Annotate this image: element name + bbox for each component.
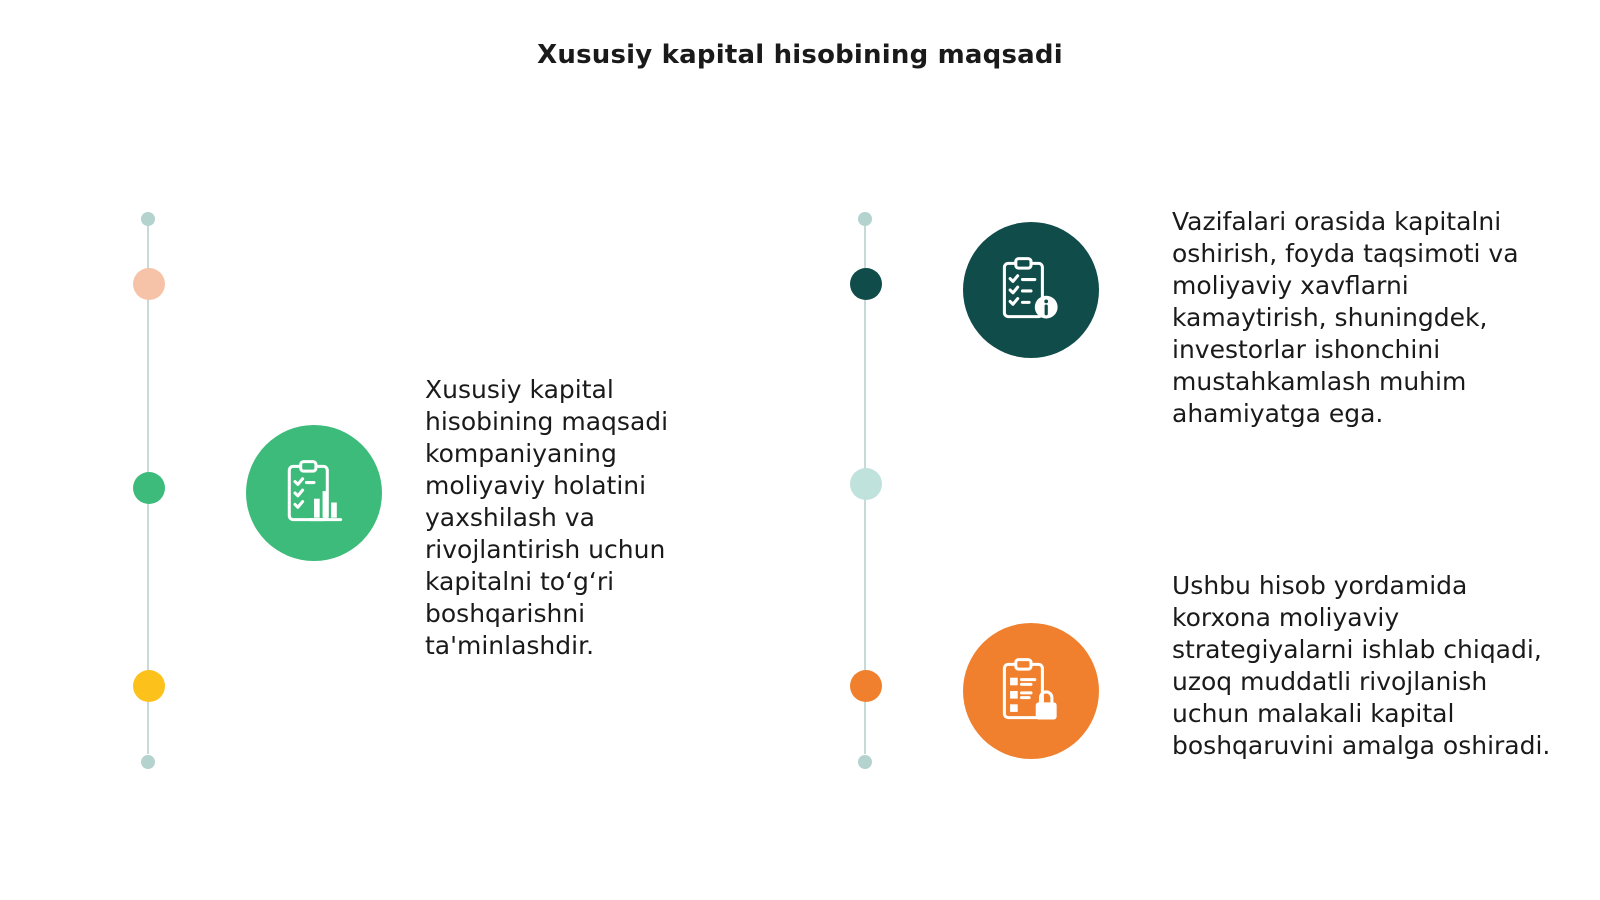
timeline-end-dot: [858, 755, 872, 769]
badge-dark-teal: [963, 222, 1099, 358]
timeline-dot-peach: [133, 268, 165, 300]
timeline-dot-orange: [850, 670, 882, 702]
item-description: Xususiy kapital hisobining maqsadi kompaniyaning moliyaviy holatini yaxshilash va rivojlantirish uchun kapitalni to‘g‘ri boshqarishni ta'minlashdir.: [425, 375, 669, 660]
clipboard-info-icon: [993, 252, 1069, 328]
timeline-dot-dark-teal: [850, 268, 882, 300]
badge-green: [246, 425, 382, 561]
timeline-end-dot: [858, 212, 872, 226]
right-timeline: [850, 210, 880, 770]
clipboard-chart-icon: [276, 455, 352, 531]
item-description: Ushbu hisob yordamida korxona moliyaviy strategiyalarni ishlab chiqadi, uzoq muddatli rivojlanish uchun malakali kapital boshqaruvini amalga oshiradi.: [1172, 571, 1551, 760]
timeline-dot-light-teal: [850, 468, 882, 500]
timeline-dot-yellow: [133, 670, 165, 702]
timeline-end-dot: [141, 755, 155, 769]
timeline-end-dot: [141, 212, 155, 226]
item-description: Vazifalari orasida kapitalni oshirish, foyda taqsimoti va moliyaviy xavflarni kamaytirish, shuningdek, investorlar ishonchini mustahkamlash muhim ahamiyatga ega.: [1172, 207, 1519, 428]
badge-orange: [963, 623, 1099, 759]
left-timeline: [133, 210, 163, 770]
timeline-dot-green: [133, 472, 165, 504]
clipboard-lock-icon: [993, 653, 1069, 729]
page-title: Xususiy kapital hisobining maqsadi: [537, 40, 1063, 70]
